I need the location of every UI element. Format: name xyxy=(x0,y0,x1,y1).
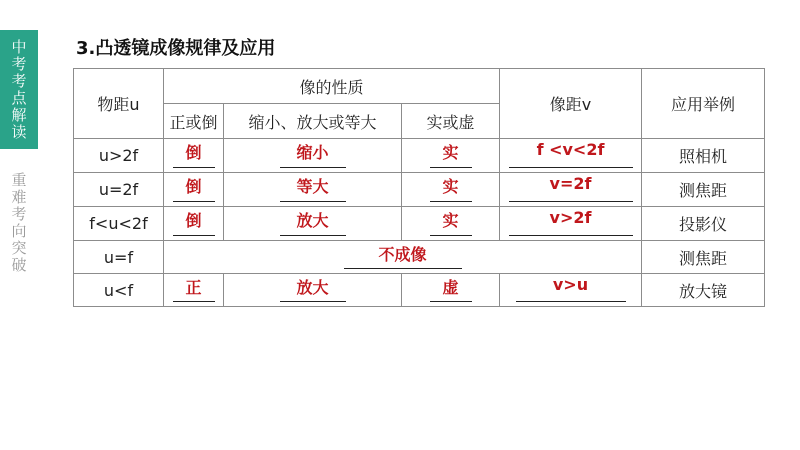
cell-size xyxy=(224,274,402,307)
header-image-distance: 像距v xyxy=(500,69,642,139)
table-header-row xyxy=(74,69,765,104)
answer-blank xyxy=(173,167,215,168)
header-upright-inverted: 正或倒 xyxy=(164,104,224,139)
cell-image-distance xyxy=(500,274,642,307)
answer-text: 不成像 xyxy=(378,245,427,264)
cell-real-virtual xyxy=(402,139,500,173)
cell-image-distance xyxy=(500,173,642,207)
answer-text: v>u xyxy=(552,275,589,294)
sidebar-char: 破 xyxy=(11,256,27,274)
sidebar-char: 突 xyxy=(11,239,27,257)
answer-text: v=2f xyxy=(549,174,592,193)
sidebar-char: 读 xyxy=(11,122,27,141)
cell-application: 照相机 xyxy=(642,139,765,173)
answer-blank xyxy=(280,167,346,168)
answer-text: 正 xyxy=(185,278,202,297)
cell-application: 测焦距 xyxy=(642,241,765,274)
table-row xyxy=(74,241,765,274)
answer-text: 实 xyxy=(442,177,459,196)
answer-blank xyxy=(430,301,472,302)
cell-image-distance xyxy=(500,207,642,241)
cell-real-virtual xyxy=(402,207,500,241)
answer-blank xyxy=(173,201,215,202)
table-row xyxy=(74,207,765,241)
sidebar-char: 解 xyxy=(11,105,27,124)
cell-object-distance: u=f xyxy=(74,241,164,274)
cell-object-distance: u>2f xyxy=(74,139,164,173)
answer-blank xyxy=(430,167,472,168)
table-row xyxy=(74,173,765,207)
cell-size xyxy=(224,173,402,207)
cell-real-virtual xyxy=(402,173,500,207)
answer-text: 倒 xyxy=(185,211,202,230)
sidebar-char: 考 xyxy=(11,54,27,73)
sidebar-char: 重 xyxy=(11,171,27,189)
answer-blank xyxy=(344,268,462,269)
answer-blank xyxy=(509,235,633,236)
answer-blank xyxy=(509,201,633,202)
cell-application: 测焦距 xyxy=(642,173,765,207)
answer-blank xyxy=(173,301,215,302)
cell-orientation xyxy=(164,274,224,307)
answer-blank xyxy=(280,301,346,302)
answer-blank xyxy=(509,167,633,168)
cell-real-virtual xyxy=(402,274,500,307)
answer-text: 实 xyxy=(442,143,459,162)
header-object-distance: 物距u xyxy=(74,69,164,139)
answer-text: 缩小 xyxy=(296,143,329,162)
lens-law-table xyxy=(73,68,765,307)
sidebar-char: 难 xyxy=(11,188,27,206)
answer-text: 虚 xyxy=(442,278,459,297)
sidebar-tab-exam-points[interactable] xyxy=(0,30,38,149)
cell-orientation xyxy=(164,139,224,173)
sidebar-char: 中 xyxy=(11,37,27,56)
cell-application: 投影仪 xyxy=(642,207,765,241)
cell-size xyxy=(224,207,402,241)
answer-blank xyxy=(516,301,626,302)
table-row xyxy=(74,274,765,307)
cell-object-distance: u<f xyxy=(74,274,164,307)
sidebar-tab-key-difficulties[interactable] xyxy=(0,172,38,287)
answer-text: v>2f xyxy=(549,208,592,227)
table-row xyxy=(74,139,765,173)
answer-text: f <v<2f xyxy=(536,140,605,159)
answer-text: 放大 xyxy=(296,211,329,230)
answer-blank xyxy=(430,201,472,202)
cell-orientation xyxy=(164,173,224,207)
cell-application: 放大镜 xyxy=(642,274,765,307)
cell-object-distance: u=2f xyxy=(74,173,164,207)
answer-text: 实 xyxy=(442,211,459,230)
answer-blank xyxy=(280,201,346,202)
sidebar-char: 点 xyxy=(11,88,27,107)
cell-merged-result xyxy=(164,241,642,274)
cell-orientation xyxy=(164,207,224,241)
cell-size xyxy=(224,139,402,173)
answer-text: 等大 xyxy=(296,177,329,196)
cell-object-distance: f<u<2f xyxy=(74,207,164,241)
answer-blank xyxy=(173,235,215,236)
cell-image-distance xyxy=(500,139,642,173)
sidebar-char: 向 xyxy=(11,222,27,240)
answer-text: 倒 xyxy=(185,177,202,196)
sidebar-char: 考 xyxy=(11,205,27,223)
page-title: 3.凸透镜成像规律及应用 xyxy=(76,38,276,59)
answer-text: 放大 xyxy=(296,278,329,297)
header-image-nature: 像的性质 xyxy=(164,69,500,104)
sidebar-char: 考 xyxy=(11,71,27,90)
answer-blank xyxy=(430,235,472,236)
header-real-virtual: 实或虚 xyxy=(402,104,500,139)
header-application: 应用举例 xyxy=(642,69,765,139)
answer-text: 倒 xyxy=(185,143,202,162)
answer-blank xyxy=(280,235,346,236)
header-size: 缩小、放大或等大 xyxy=(224,104,402,139)
